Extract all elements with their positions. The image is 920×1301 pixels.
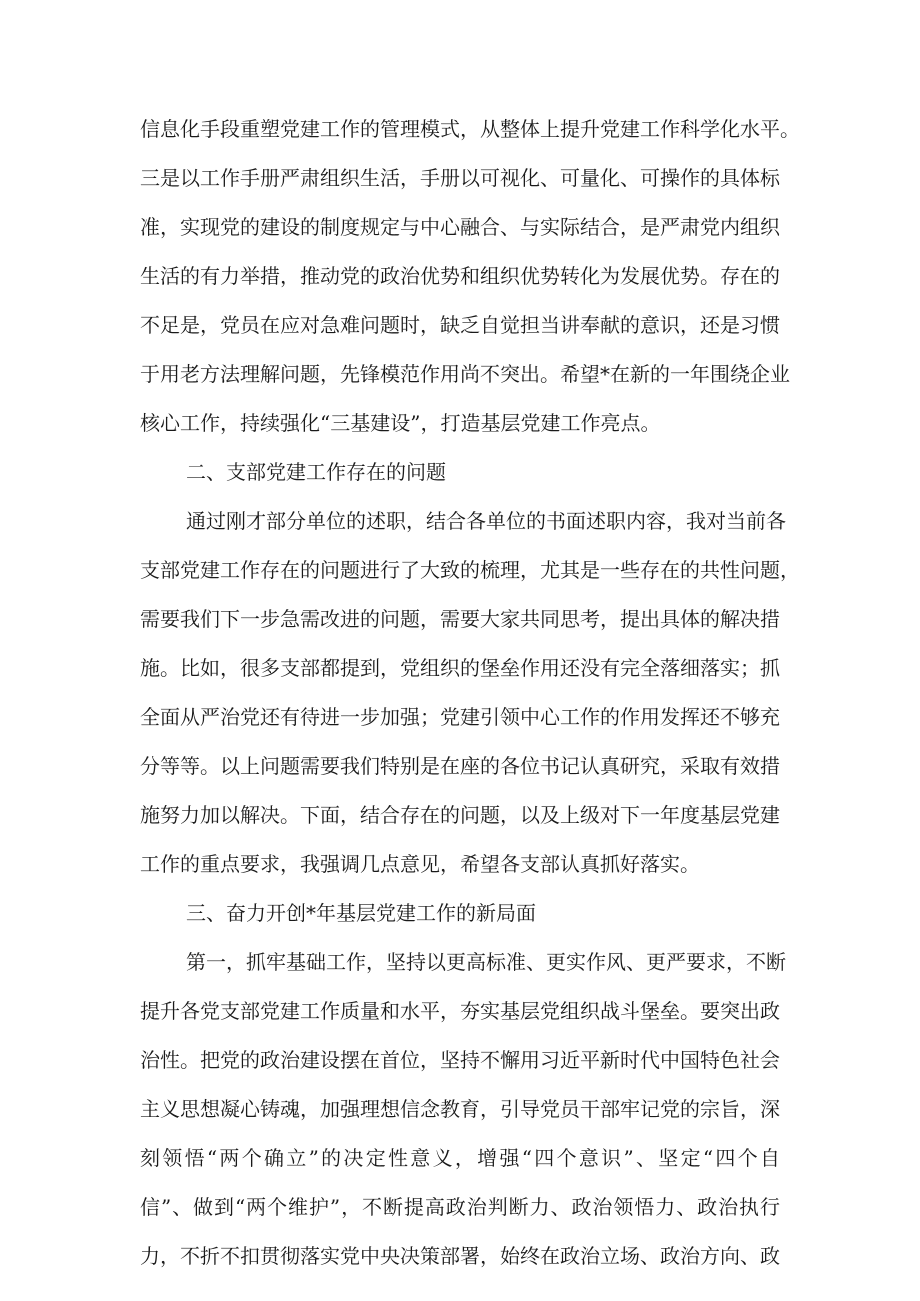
- text-line: 信息化手段重塑党建工作的管理模式，从整体上提升党建工作科学化水平。: [140, 117, 800, 141]
- text-line: 通过刚才部分单位的述职，结合各单位的书面述职内容，我对当前各: [186, 509, 786, 533]
- text-line: 分等等。以上问题需要我们特别是在座的各位书记认真研究，采取有效措: [140, 754, 780, 778]
- text-line: 工作的重点要求，我强调几点意见，希望各支部认真抓好落实。: [140, 852, 700, 876]
- text-line: 核心工作，持续强化“三基建设”，打造基层党建工作亮点。: [140, 411, 661, 435]
- text-line: 主义思想凝心铸魂，加强理想信念教育，引导党员干部牢记党的宗旨，深: [140, 1097, 780, 1121]
- text-line: 于用老方法理解问题，先锋模范作用尚不突出。希望*在新的一年围绕企业: [140, 362, 790, 386]
- text-line: 需要我们下一步急需改进的问题，需要大家共同思考，提出具体的解决措: [140, 607, 780, 631]
- text-line: 三是以工作手册严肃组织生活，手册以可视化、可量化、可操作的具体标: [140, 166, 780, 190]
- text-line: 第一，抓牢基础工作，坚持以更高标准、更实作风、更严要求，不断: [186, 950, 786, 974]
- text-line: 施努力加以解决。下面，结合存在的问题，以及上级对下一年度基层党建: [140, 803, 780, 827]
- text-line: 提升各党支部党建工作质量和水平，夯实基层党组织战斗堡垒。要突出政: [140, 999, 780, 1023]
- text-line: 生活的有力举措，推动党的政治优势和组织优势转化为发展优势。存在的: [140, 264, 780, 288]
- text-line: 刻领悟“两个确立”的决定性意义，增强“四个意识”、坚定“四个自: [140, 1146, 780, 1170]
- text-line: 施。比如，很多支部都提到，党组织的堡垒作用还没有完全落细落实；抓: [140, 656, 780, 680]
- text-line: 信”、做到“两个维护”，不断提高政治判断力、政治领悟力、政治执行: [140, 1195, 780, 1219]
- text-line: 治性。把党的政治建设摆在首位，坚持不懈用习近平新时代中国特色社会: [140, 1048, 780, 1072]
- text-line: 支部党建工作存在的问题进行了大致的梳理，尤其是一些存在的共性问题，: [140, 558, 800, 582]
- section-heading: 三、奋力开创*年基层党建工作的新局面: [186, 901, 536, 925]
- text-line: 不足是，党员在应对急难问题时，缺乏自觉担当讲奉献的意识，还是习惯: [140, 313, 780, 337]
- text-line: 准，实现党的建设的制度规定与中心融合、与实际结合，是严肃党内组织: [140, 215, 780, 239]
- text-line: 全面从严治党还有待进一步加强；党建引领中心工作的作用发挥还不够充: [140, 705, 780, 729]
- text-line: 力，不折不扣贯彻落实党中央决策部署，始终在政治立场、政治方向、政: [140, 1244, 780, 1268]
- section-heading: 二、支部党建工作存在的问题: [186, 460, 446, 484]
